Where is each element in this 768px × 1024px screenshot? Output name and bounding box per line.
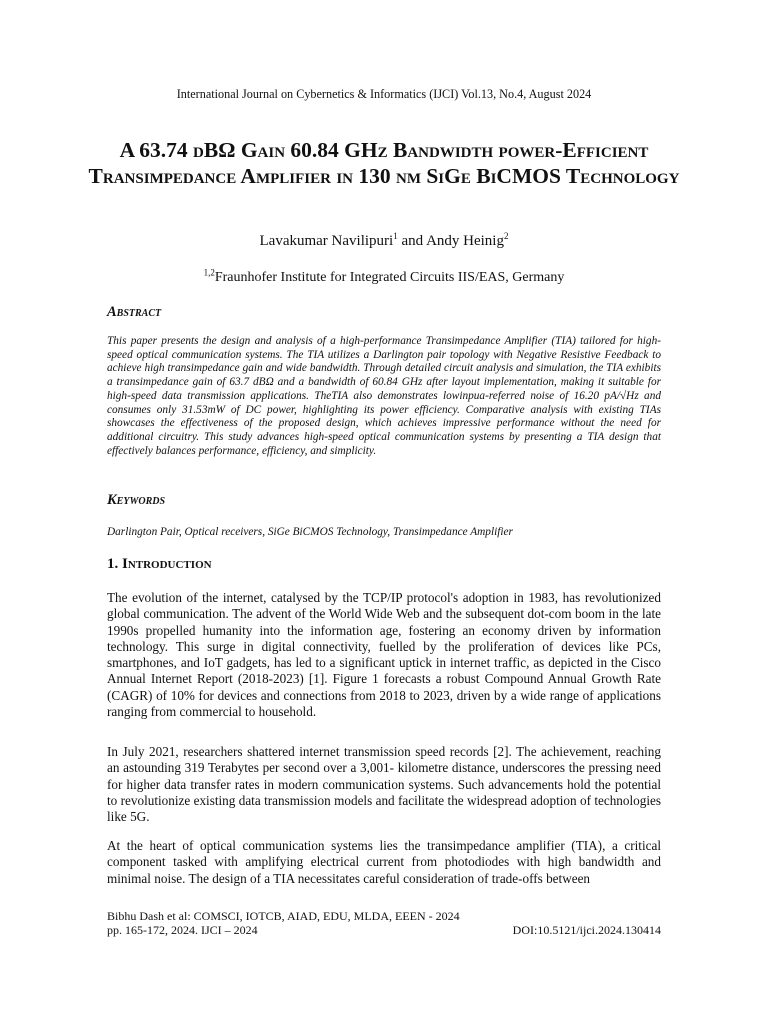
footer-pages (107, 923, 661, 938)
paper-title: A 63.74 dBΩ Gain 60.84 GHz Bandwidth power-Efficient Transimpedance Amplifier in 130 nm SiGe BiCMOS Technology (88, 138, 680, 188)
footer-doi: DOI:10.5121/ijci.2024.130414 (512, 923, 661, 937)
author-name: Lavakumar Navilipuri (259, 233, 394, 249)
author-affiliation-mark: 2 (503, 231, 509, 241)
abstract-text: This paper presents the design and analysis of a high-performance Transimpedance Amplifier (TIA) tailored for high-speed optical communication systems. The TIA utilizes a Darlington pair topology with Negative Resistive Feedback to achieve high transimpedance gain and wide bandwidth. Through detailed circuit analysis and simulation, the TIA exhibits a transimpedance gain of 63.7 dBΩ and a bandwidth of 60.84 GHz after layout implementation, making it suitable for high-speed data transmission applications. TheTIA also demonstrates lowinpua-referred noise of 16.20 pA/√Hz and consumes only 31.53mW of DC power, highlighting its power efficiency. Comparative analysis with existing TIAs showcases the effectiveness of the proposed design, which achieves impressive performance without the need for additional circuitry. This study advances high-speed optical communication systems by presenting a TIA design that effectively balances performance, efficiency, and simplicity. (107, 335, 661, 457)
journal-header: International Journal on Cybernetics & Informatics (IJCI) Vol.13, No.4, August 2024 (176, 87, 592, 101)
author-connector: and (397, 233, 427, 249)
author-name: Andy Heinig (426, 233, 504, 249)
affiliation-mark: 1,2 (203, 267, 215, 278)
affiliation (0, 267, 768, 286)
affiliation-text: Fraunhofer Institute for Integrated Circuits IIS/EAS, Germany (214, 270, 565, 285)
body-paragraph: In July 2021, researchers shattered internet transmission speed records [2]. The achievement, reaching an astounding 319 Terabytes per second over a 3,001- kilometre distance, underscores the pressing need for higher data transfer rates in modern communication systems. Such advancements hold the potential to revolutionize existing data transmission models and facilitate the widespread adoption of technologies like 5G. (107, 744, 661, 825)
body-paragraph: At the heart of optical communication systems lies the transimpedance amplifier (TIA), a critical component tasked with amplifying electrical current from photodiodes with high bandwidth and minimal noise. The design of a TIA necessitates careful consideration of trade-offs between (107, 838, 661, 886)
footer-pages-text: pp. 165-172, 2024. IJCI – 2024 (107, 923, 258, 937)
abstract-heading: Abstract (107, 304, 162, 320)
body-paragraph: The evolution of the internet, catalysed by the TCP/IP protocol's adoption in 1983, has revolutionized global communication. The advent of the World Wide Web and the subsequent dot-com boom in the late 1990s propelled humanity into the information age, fostering an economy driven by information technology. This surge in digital connectivity, fuelled by the proliferation of devices like PCs, smartphones, and IoT gadgets, has led to a significant uptick in internet traffic, as depicted in the Cisco Annual Internet Report (2018-2023) [1]. Figure 1 forecasts a robust Compound Annual Growth Rate (CAGR) of 10% for devices and connections from 2018 to 2023, driven by a wide range of applications ranging from commercial to household. (107, 590, 661, 720)
introduction-heading: 1. Introduction (107, 556, 212, 572)
keywords-text: Darlington Pair, Optical receivers, SiGe BiCMOS Technology, Transimpedance Amplifier (107, 526, 513, 538)
footer-citation: Bibhu Dash et al: COMSCI, IOTCB, AIAD, EDU, MLDA, EEEN - 2024 (107, 909, 460, 923)
author-line (0, 233, 768, 250)
author-affiliation-mark: 1 (393, 231, 398, 241)
keywords-heading: Keywords (107, 492, 166, 508)
